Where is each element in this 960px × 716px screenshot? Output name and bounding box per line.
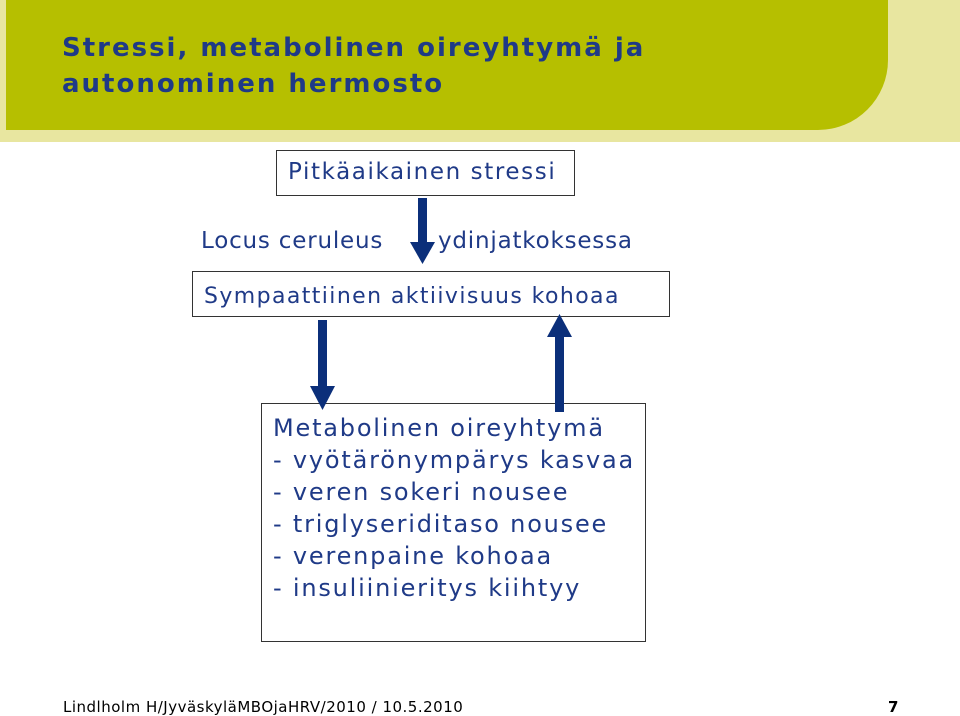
metabolic-item-blood-sugar: - veren sokeri nousee <box>273 478 570 506</box>
arrow-sympathetic-to-metabolic <box>310 320 335 410</box>
footer-text: Lindlholm H/JyväskyläMBOjaHRV/2010 / 10.5.2010 <box>63 698 464 716</box>
metabolic-item-blood-pressure: - verenpaine kohoaa <box>273 542 554 570</box>
sympathetic-label: Sympaattiinen aktiivisuus kohoaa <box>204 284 620 309</box>
title-line-2: autonominen hermosto <box>62 69 445 99</box>
locus-ceruleus-label: Locus ceruleus <box>201 228 384 254</box>
arrow-metabolic-to-sympathetic <box>547 314 572 412</box>
metabolic-heading: Metabolinen oireyhtymä <box>273 414 605 442</box>
stress-label: Pitkäaikainen stressi <box>288 159 557 185</box>
metabolic-item-insulin: - insuliinieritys kiihtyy <box>273 574 582 602</box>
page-number: 7 <box>888 698 899 716</box>
title-line-1: Stressi, metabolinen oireyhtymä ja <box>62 33 646 63</box>
metabolic-item-triglycerides: - triglyseriditaso nousee <box>273 510 609 538</box>
ydinjatkoksessa-label: ydinjatkoksessa <box>438 228 633 254</box>
arrow-stress-to-sympathetic <box>410 198 435 264</box>
metabolic-item-waist: - vyötärönympärys kasvaa <box>273 446 635 474</box>
